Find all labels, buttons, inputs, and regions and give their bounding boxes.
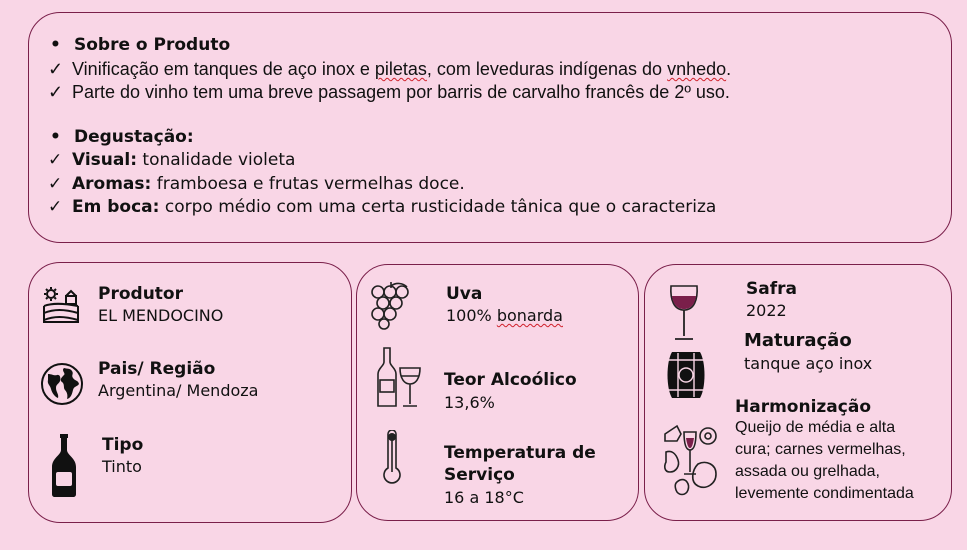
check-marker: ✓ — [48, 82, 64, 102]
pairing-title: Harmonização — [735, 397, 871, 417]
barrel-icon — [664, 350, 708, 400]
type-title: Tipo — [102, 435, 144, 455]
grape-value-word: bonarda — [496, 306, 563, 325]
maturation-value: tanque aço inox — [744, 354, 873, 373]
bottle-and-glass-icon — [376, 346, 424, 410]
tasting-mouth-label: Em boca: — [72, 197, 160, 217]
maturation-title: Maturação — [744, 330, 852, 351]
tasting-aromas-text: framboesa e frutas vermelhas doce. — [151, 174, 465, 194]
check-marker: ✓ — [48, 197, 63, 217]
alcohol-title: Teor Alcoólico — [444, 370, 577, 390]
bullet-marker: • — [50, 127, 61, 147]
about-line-1-text: Vinificação em tanques de aço inox e piletas, com leveduras indígenas do vnhedo. — [72, 59, 732, 79]
vintage-title: Safra — [746, 279, 797, 299]
grape-value — [446, 306, 563, 325]
thermometer-icon — [382, 430, 402, 488]
grapes-icon — [370, 280, 412, 330]
check-marker: ✓ — [48, 150, 63, 170]
temperature-title-line1: Temperatura de — [444, 443, 596, 463]
type-value: Tinto — [102, 457, 142, 476]
about-line-2-text: Parte do vinho tem uma breve passagem por barris de carvalho francês de 2º uso. — [72, 82, 730, 102]
grape-value-prefix: 100% — [446, 306, 497, 325]
temperature-value: 16 a 18°C — [444, 488, 524, 507]
wine-bottle-icon — [50, 432, 78, 498]
globe-icon — [40, 362, 84, 406]
pairing-line-1: Queijo de média e alta — [735, 419, 896, 436]
producer-title: Produtor — [98, 284, 183, 304]
pairing-line-2: cura; carnes vermelhas, — [735, 441, 906, 458]
farm-icon — [42, 286, 80, 324]
wine-glass-icon — [668, 284, 700, 342]
check-marker: ✓ — [48, 174, 63, 194]
tasting-visual-label: Visual: — [72, 150, 138, 170]
tasting-aromas-label: Aromas: — [72, 174, 152, 194]
grape-title: Uva — [446, 284, 483, 304]
tasting-heading: Degustação: — [74, 127, 194, 147]
producer-value: EL MENDOCINO — [98, 306, 224, 325]
region-title: Pais/ Região — [98, 359, 216, 379]
alcohol-value: 13,6% — [444, 393, 495, 412]
tasting-visual-text: tonalidade violeta — [137, 150, 296, 170]
check-marker: ✓ — [48, 59, 64, 79]
bullet-marker: • — [50, 35, 61, 55]
tasting-mouth-text: corpo médio com uma certa rusticidade tânica que o caracteriza — [159, 197, 717, 217]
temperature-title-line2: Serviço — [444, 465, 515, 485]
pairing-line-4: levemente condimentada — [735, 485, 914, 502]
region-value: Argentina/ Mendoza — [98, 381, 259, 400]
pairing-line-3: assada ou grelhada, — [735, 463, 880, 480]
about-heading: Sobre o Produto — [74, 35, 231, 55]
vintage-value: 2022 — [746, 301, 787, 320]
food-pairing-icon — [662, 422, 720, 500]
